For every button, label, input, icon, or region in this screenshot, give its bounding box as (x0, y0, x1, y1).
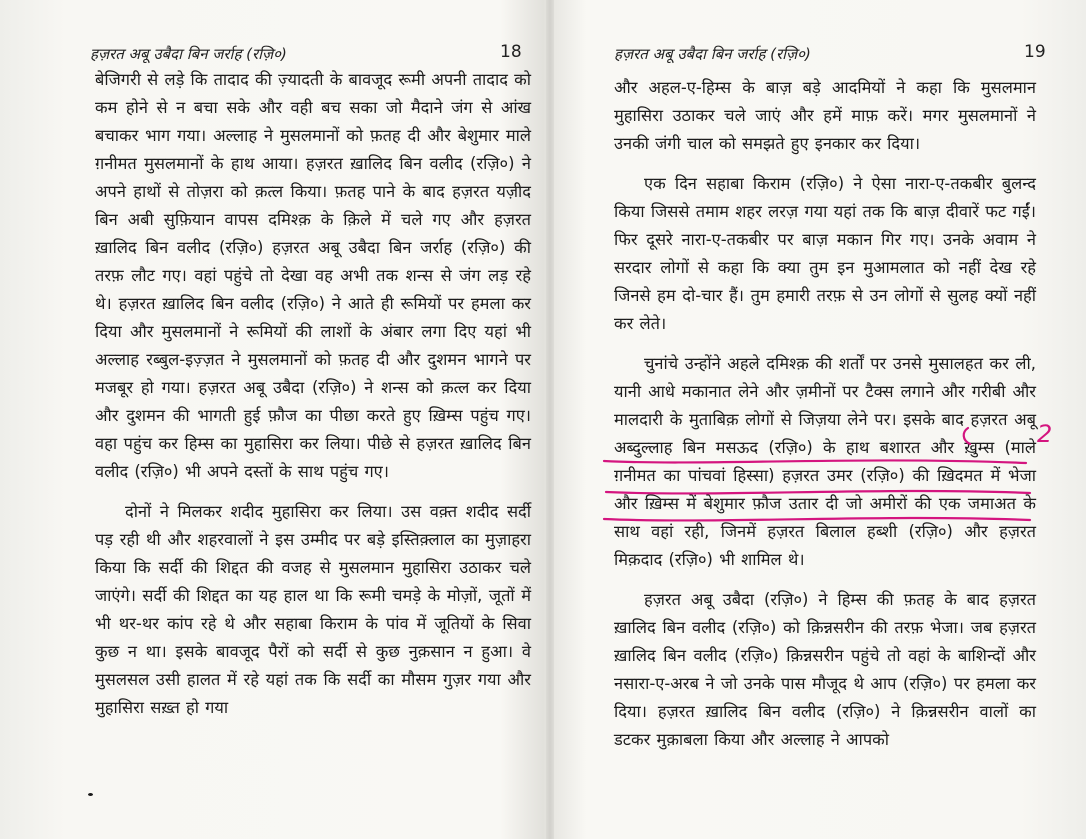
page-number: 18 (500, 42, 522, 62)
right-page (554, 0, 1086, 839)
paragraph: चुनांचे उन्होंने अहले दमिश्क़ की शर्तों पर उनसे मुसालहत कर ली, यानी आधे मकानात लेने और ज़मीनों पर टैक्स लगाने और गरीबी और मालदारी के मुताबिक़ लोगों से जिज़या लेने पर। इसके बाद हज़रत अबू अब्दुल्लाह बिन मसऊद (रज़ि०) के हाथ बशारत और ख़ुम्स (माले ग़नीमत का पांचवां हिस्सा) हज़रत उमर (रज़ि०) की ख़िदमत में भेजा और ख़िम्स में बेशुमार फ़ौज उतार दी जो अमीरों की एक जमाअत के साथ वहां रही, जिनमें हज़रत बिलाल हब्शी (रज़ि०) और हज़रत मिक़दाद (रज़ि०) भी शामिल थे। (614, 354, 1036, 569)
page-body (95, 66, 531, 734)
paragraph: और अहल-ए-हिम्स के बाज़ बड़े आदमियों ने कहा कि मुसलमान मुहासिरा उठाकर चले जाएं और हमें माफ़ करें। मगर मुसलमानों ने उनकी जंगी चाल को समझते हुए इनकार कर दिया। (614, 78, 1036, 153)
book-gutter (546, 0, 554, 839)
page-body (614, 74, 1036, 766)
paragraph: एक दिन सहाबा किराम (रज़ि०) ने ऐसा नारा-ए-तकबीर बुलन्द किया जिससे तमाम शहर लरज़ गया यहां तक कि बाज़ दीवारें फट गईं। फिर दूसरे नारा-ए-तकबीर पर बाज़ मकान गिर गए। उनके अवाम ने सरदार लोगों से कहा कि क्या तुम इन मुआमलात को नहीं देख रहे जिनसे हम दो-चार हैं। तुम हमारी तरफ़ से उन लोगों से सुलह क्यों नहीं कर लेते। (614, 174, 1036, 333)
page-number: 19 (1024, 42, 1046, 62)
running-head: हज़रत अबू उबैदा बिन जर्राह (रज़ि०) (90, 45, 287, 63)
paragraph: हज़रत अबू उबैदा (रज़ि०) ने हिम्स की फ़तह के बाद हज़रत ख़ालिद बिन वलीद (रज़ि०) को क़िन्नसरीन की तरफ़ भेजा। जब हज़रत ख़ालिद बिन वलीद (रज़ि०) क़िन्नसरीन पहुंचे तो वहां के बाशिन्दों और नसारा-ए-अरब ने जो उनके पास मौजूद थे आप (रज़ि०) पर हमला कर दिया। हज़रत ख़ालिद बिन वलीद (रज़ि०) ने क़िन्नसरीन वालों का डटकर मुक़ाबला किया और अल्लाह ने आपको (614, 590, 1036, 749)
margin-note: 2 (1037, 420, 1053, 448)
ink-speck (88, 793, 93, 796)
paragraph: दोनों ने मिलकर शदीद मुहासिरा कर लिया। उस वक़्त शदीद सर्दी पड़ रही थी और शहरवालों ने इस उम्मीद पर बड़े इस्तिक़्लाल का मुज़ाहरा किया कि सर्दी की शिद्दत की वजह से मुसलमान मुहासिरा उठाकर चले जाएंगे। सर्दी की शिद्दत का यह हाल था कि रूमी चमड़े के मोज़ों, जूतों में भी थर-थर कांप रहे थे और सहाबा किराम के पांव में जूतियों के सिवा कुछ न था। इसके बावजूद पैरों को सर्दी से कुछ नुक़सान न हुआ। वे मुसलसल उसी हालत में रहे यहां तक कि सर्दी का मौसम गुज़र गया और मुहासिरा सख़्त हो गया (95, 502, 531, 717)
paragraph: बेजिगरी से लड़े कि तादाद की ज़्यादती के बावजूद रूमी अपनी तादाद को कम होने से न बचा सके और वही बच सका जो मैदाने जंग से आंख बचाकर भाग गया। अल्लाह ने मुसलमानों को फ़तह दी और बेशुमार माले ग़नीमत मुसलमानों के हाथ आया। हज़रत ख़ालिद बिन वलीद (रज़ि०) ने अपने हाथों से तोज़रा को क़त्ल किया। फ़तह पाने के बाद हज़रत यज़ीद बिन अबी सुफ़ियान वापस दमिश्क़ के क़िले में चले गए और हज़रत ख़ालिद बिन वलीद (रज़ि०) हज़रत अबू उबैदा बिन जर्राह (रज़ि०) की तरफ़ लौट गए। वहां पहुंचे तो देखा वह अभी तक शन्स से जंग लड़ रहे थे। हज़रत ख़ालिद बिन वलीद (रज़ि०) ने आते ही रूमियों पर हमला कर दिया और मुसलमानों ने रूमियों की लाशों के अंबार लगा दिए यहां भी अल्लाह रब्बुल-इज़्ज़त ने मुसलमानों को फ़तह दी और दुशमन भागने पर मजबूर हो गया। हज़रत अबू उबैदा (रज़ि०) ने शन्स को क़त्ल कर दिया और दुशमन की भागती हुई फ़ौज का पीछा करते हुए ख़िम्स पहुंच गए। वहा पहुंच कर हिम्स का मुहासिरा कर लिया। पीछे से हज़रत ख़ालिद बिन वलीद (रज़ि०) भी अपने दस्तों के साथ पहुंच गए। (95, 70, 531, 481)
running-head: हज़रत अबू उबैदा बिन जर्राह (रज़ि०) (614, 45, 811, 63)
